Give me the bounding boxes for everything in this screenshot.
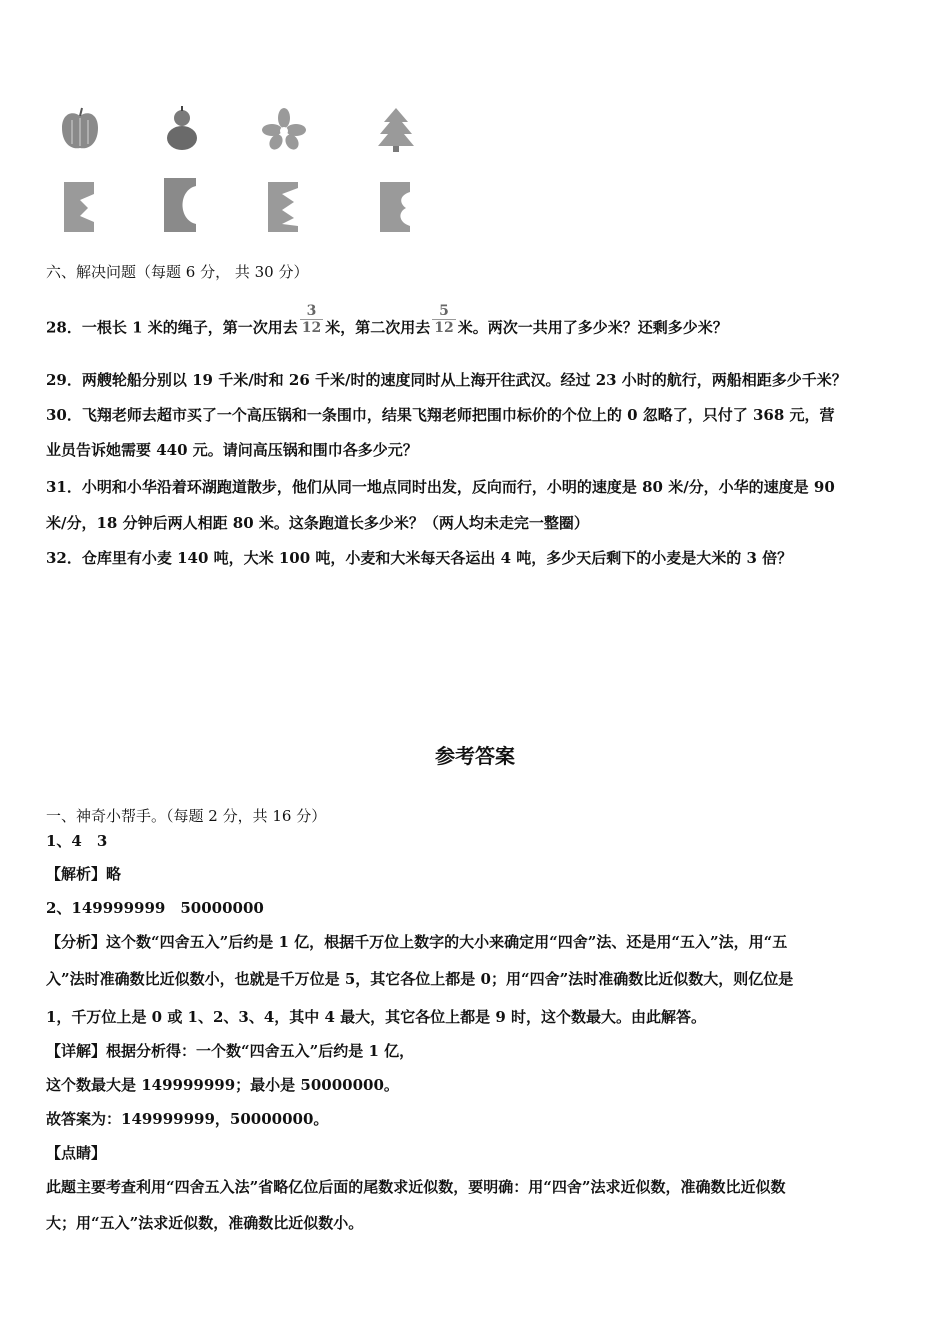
flower-icon [262, 104, 306, 154]
question-31-line1: 31．小明和小华沿着环湖跑道散步，他们从同一地点同时出发，反向而行，小明的速度是 80 米/分，小华的速度是 90 [46, 478, 835, 496]
answer-2-final: 故答案为：149999999，50000000。 [46, 1110, 329, 1128]
q28-prefix: 28．一根长 1 米的绳子，第一次用去 [46, 318, 298, 337]
paper-cut-e-icon [58, 180, 102, 234]
section-heading: 六、解决问题（每题 6 分， 共 30 分） [46, 263, 309, 281]
paper-cut-zigzag-icon [262, 180, 306, 234]
answer-2-highlight: 【点睛】 [46, 1144, 107, 1162]
answer-2-max-min: 这个数最大是 149999999；最小是 50000000。 [46, 1076, 399, 1094]
q28-suffix: 米。两次一共用了多少米？还剩多少米？ [457, 318, 728, 337]
question-29: 29．两艘轮船分别以 19 千米/时和 26 千米/时的速度同时从上海开往武汉。经过 23 小时的航行，两船相距多少千米？ [46, 371, 847, 389]
answer-2-summary-line1: 此题主要考查利用“四舍五入法”省略亿位后面的尾数求近似数，要明确：用“四舍”法求近似数，准确数比近似数 [46, 1178, 786, 1196]
paper-cut-notch-icon [374, 180, 418, 234]
question-28 [46, 303, 728, 345]
answer-2-analysis-line1: 【分析】这个数“四舍五入”后约是 1 亿，根据千万位上数字的大小来确定用“四舍”法、还是用“五入”法，用“五 [46, 933, 788, 951]
answer-2-detail: 【详解】根据分析得：一个数“四舍五入”后约是 1 亿， [46, 1042, 415, 1060]
paper-cut-c-icon [160, 176, 204, 234]
question-31-line2: 米/分，18 分钟后两人相距 80 米。这条跑道长多少米？（两人均未走完一整圈） [46, 514, 589, 532]
gourd-icon [160, 104, 204, 154]
tree-icon [374, 104, 418, 154]
answer-2: 2、149999999 50000000 [46, 899, 264, 917]
answer-2-analysis-line3: 1，千万位上是 0 或 1、2、3、4，其中 4 最大，其它各位上都是 9 时，这个数最大。由此解答。 [46, 1008, 707, 1026]
fraction-3-12: $\frac{3}{12}$ [301, 303, 322, 336]
answer-1-analysis: 【解析】略 [46, 865, 122, 883]
apple-icon [58, 104, 102, 154]
answer-section-heading: 一、神奇小帮手。（每题 2 分，共 16 分） [46, 807, 327, 825]
answer-1: 1、4 3 [46, 832, 108, 850]
question-30-line2: 业员告诉她需要 440 元。请问高压锅和围巾各多少元？ [46, 441, 418, 459]
answer-2-analysis-line2: 入”法时准确数比近似数小，也就是千万位是 5，其它各位上都是 0；用“四舍”法时准确数比近似数大，则亿位是 [46, 970, 794, 988]
question-30-line1: 30．飞翔老师去超市买了一个高压锅和一条围巾，结果飞翔老师把围巾标价的个位上的 0 忽略了，只付了 368 元，营 [46, 406, 835, 424]
q28-mid: 米，第二次用去 [325, 318, 431, 337]
fraction-5-12: $\frac{5}{12}$ [434, 303, 454, 336]
answer-2-summary-line2: 大；用“五入”法求近似数，准确数比近似数小。 [46, 1214, 364, 1232]
question-32: 32．仓库里有小麦 140 吨，大米 100 吨，小麦和大米每天各运出 4 吨，多少天后剩下的小麦是大米的 3 倍？ [46, 549, 793, 567]
answer-title: 参考答案 [435, 744, 515, 768]
